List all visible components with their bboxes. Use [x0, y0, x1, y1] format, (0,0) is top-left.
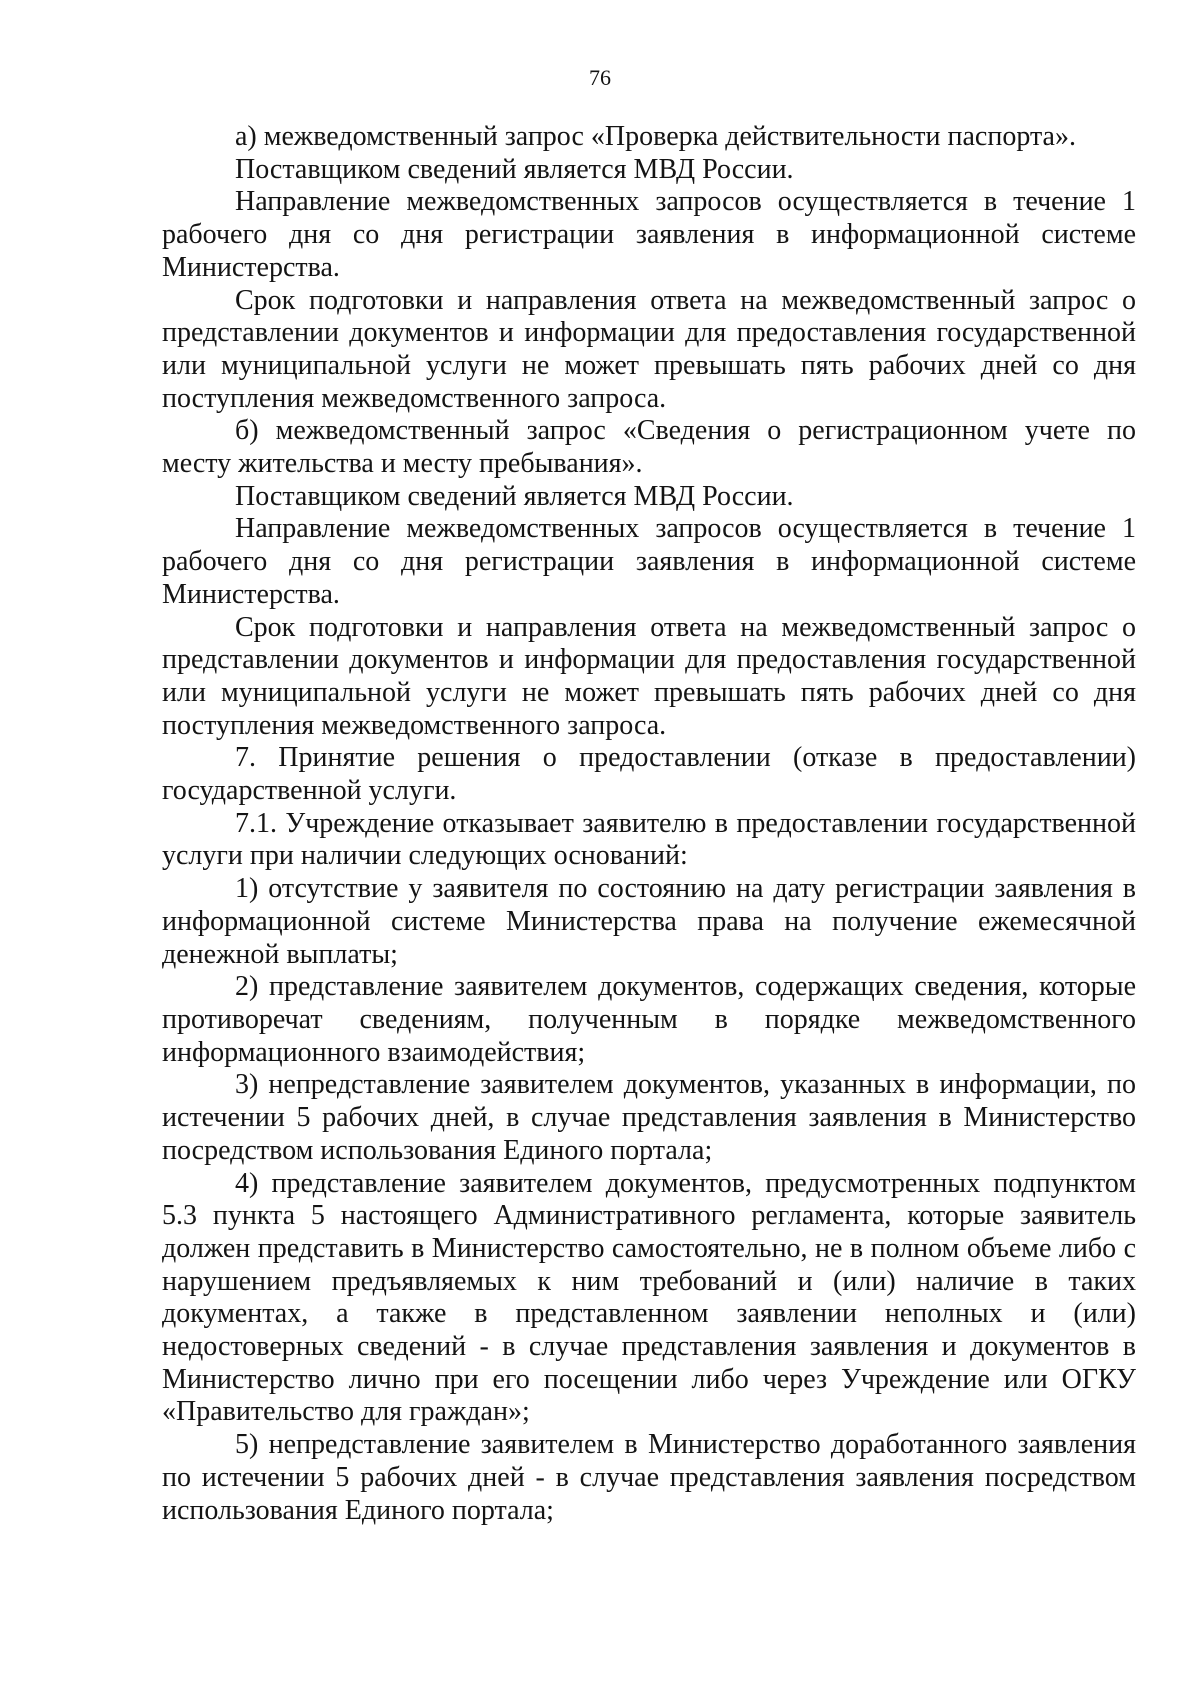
paragraph-interagency-request-a: а) межведомственный запрос «Проверка действительности паспорта». — [235, 121, 1076, 152]
paragraph-7-1: 7.1. Учреждение отказывает заявителю в предоставлении государственной услуги при наличии следующих оснований: — [162, 807, 1136, 872]
paragraph-provider-a: Поставщиком сведений является МВД России. — [235, 153, 794, 185]
list-item-1: 1) отсутствие у заявителя по состоянию на дату регистрации заявления в информационной системе Министерства права на получение ежемесячной денежной выплаты; — [162, 873, 1136, 970]
paragraph-response-deadline-b: Срок подготовки и направления ответа на межведомственный запрос о представлении документов и информации для предоставления государственной или муниципальной услуги не может превышать пять рабочих дней со дня поступления межведомственного запроса. — [162, 611, 1136, 741]
paragraph-request-timing-b: Направление межведомственных запросов осуществляется в течение 1 рабочего дня со дня регистрации заявления в информационной системе Министерства. — [162, 513, 1136, 610]
paragraph-response-deadline-a: Срок подготовки и направления ответа на межведомственный запрос о представлении документов и информации для предоставления государственной или муниципальной услуги не может превышать пять рабочих дней со дня поступления межведомственного запроса. — [162, 284, 1136, 414]
document-body — [162, 121, 1136, 1527]
section-heading-7: 7. Принятие решения о предоставлении (отказе в предоставлении) государственной услуги. — [162, 742, 1136, 807]
list-item-3: 3) непредставление заявителем документов, указанных в информации, по истечении 5 рабочих дней, в случае представления заявления в Министерство посредством использования Единого портала; — [162, 1069, 1136, 1166]
list-item-2: 2) представление заявителем документов, содержащих сведения, которые противоречат сведениям, полученным в порядке межведомственного информационного взаимодействия; — [162, 971, 1136, 1068]
list-item-5: 5) непредставление заявителем в Министерство доработанного заявления по истечении 5 рабочих дней - в случае представления заявления посредством использования Единого портала; — [162, 1429, 1136, 1526]
paragraph-interagency-request-b: б) межведомственный запрос «Сведения о регистрационном учете по месту жительства и месту пребывания». — [162, 415, 1136, 480]
paragraph-provider-b: Поставщиком сведений является МВД России. — [235, 480, 794, 512]
page-number: 76 — [589, 65, 611, 90]
list-item-4: 4) представление заявителем документов, предусмотренных подпунктом 5.3 пункта 5 настоящего Административного регламента, которые заявитель должен представить в Министерство самостоятельно, не в полном объеме либо с нарушением предъявляемых к ним требований и (или) наличие в таких документах, а также в представленном заявлении неполных и (или) недостоверных сведений - в случае представления заявления и документов в Министерство лично при его посещении либо через Учреждение или ОГКУ «Правительство для граждан»; — [162, 1167, 1136, 1428]
paragraph-request-timing-a: Направление межведомственных запросов осуществляется в течение 1 рабочего дня со дня регистрации заявления в информационной системе Министерства. — [162, 186, 1136, 283]
